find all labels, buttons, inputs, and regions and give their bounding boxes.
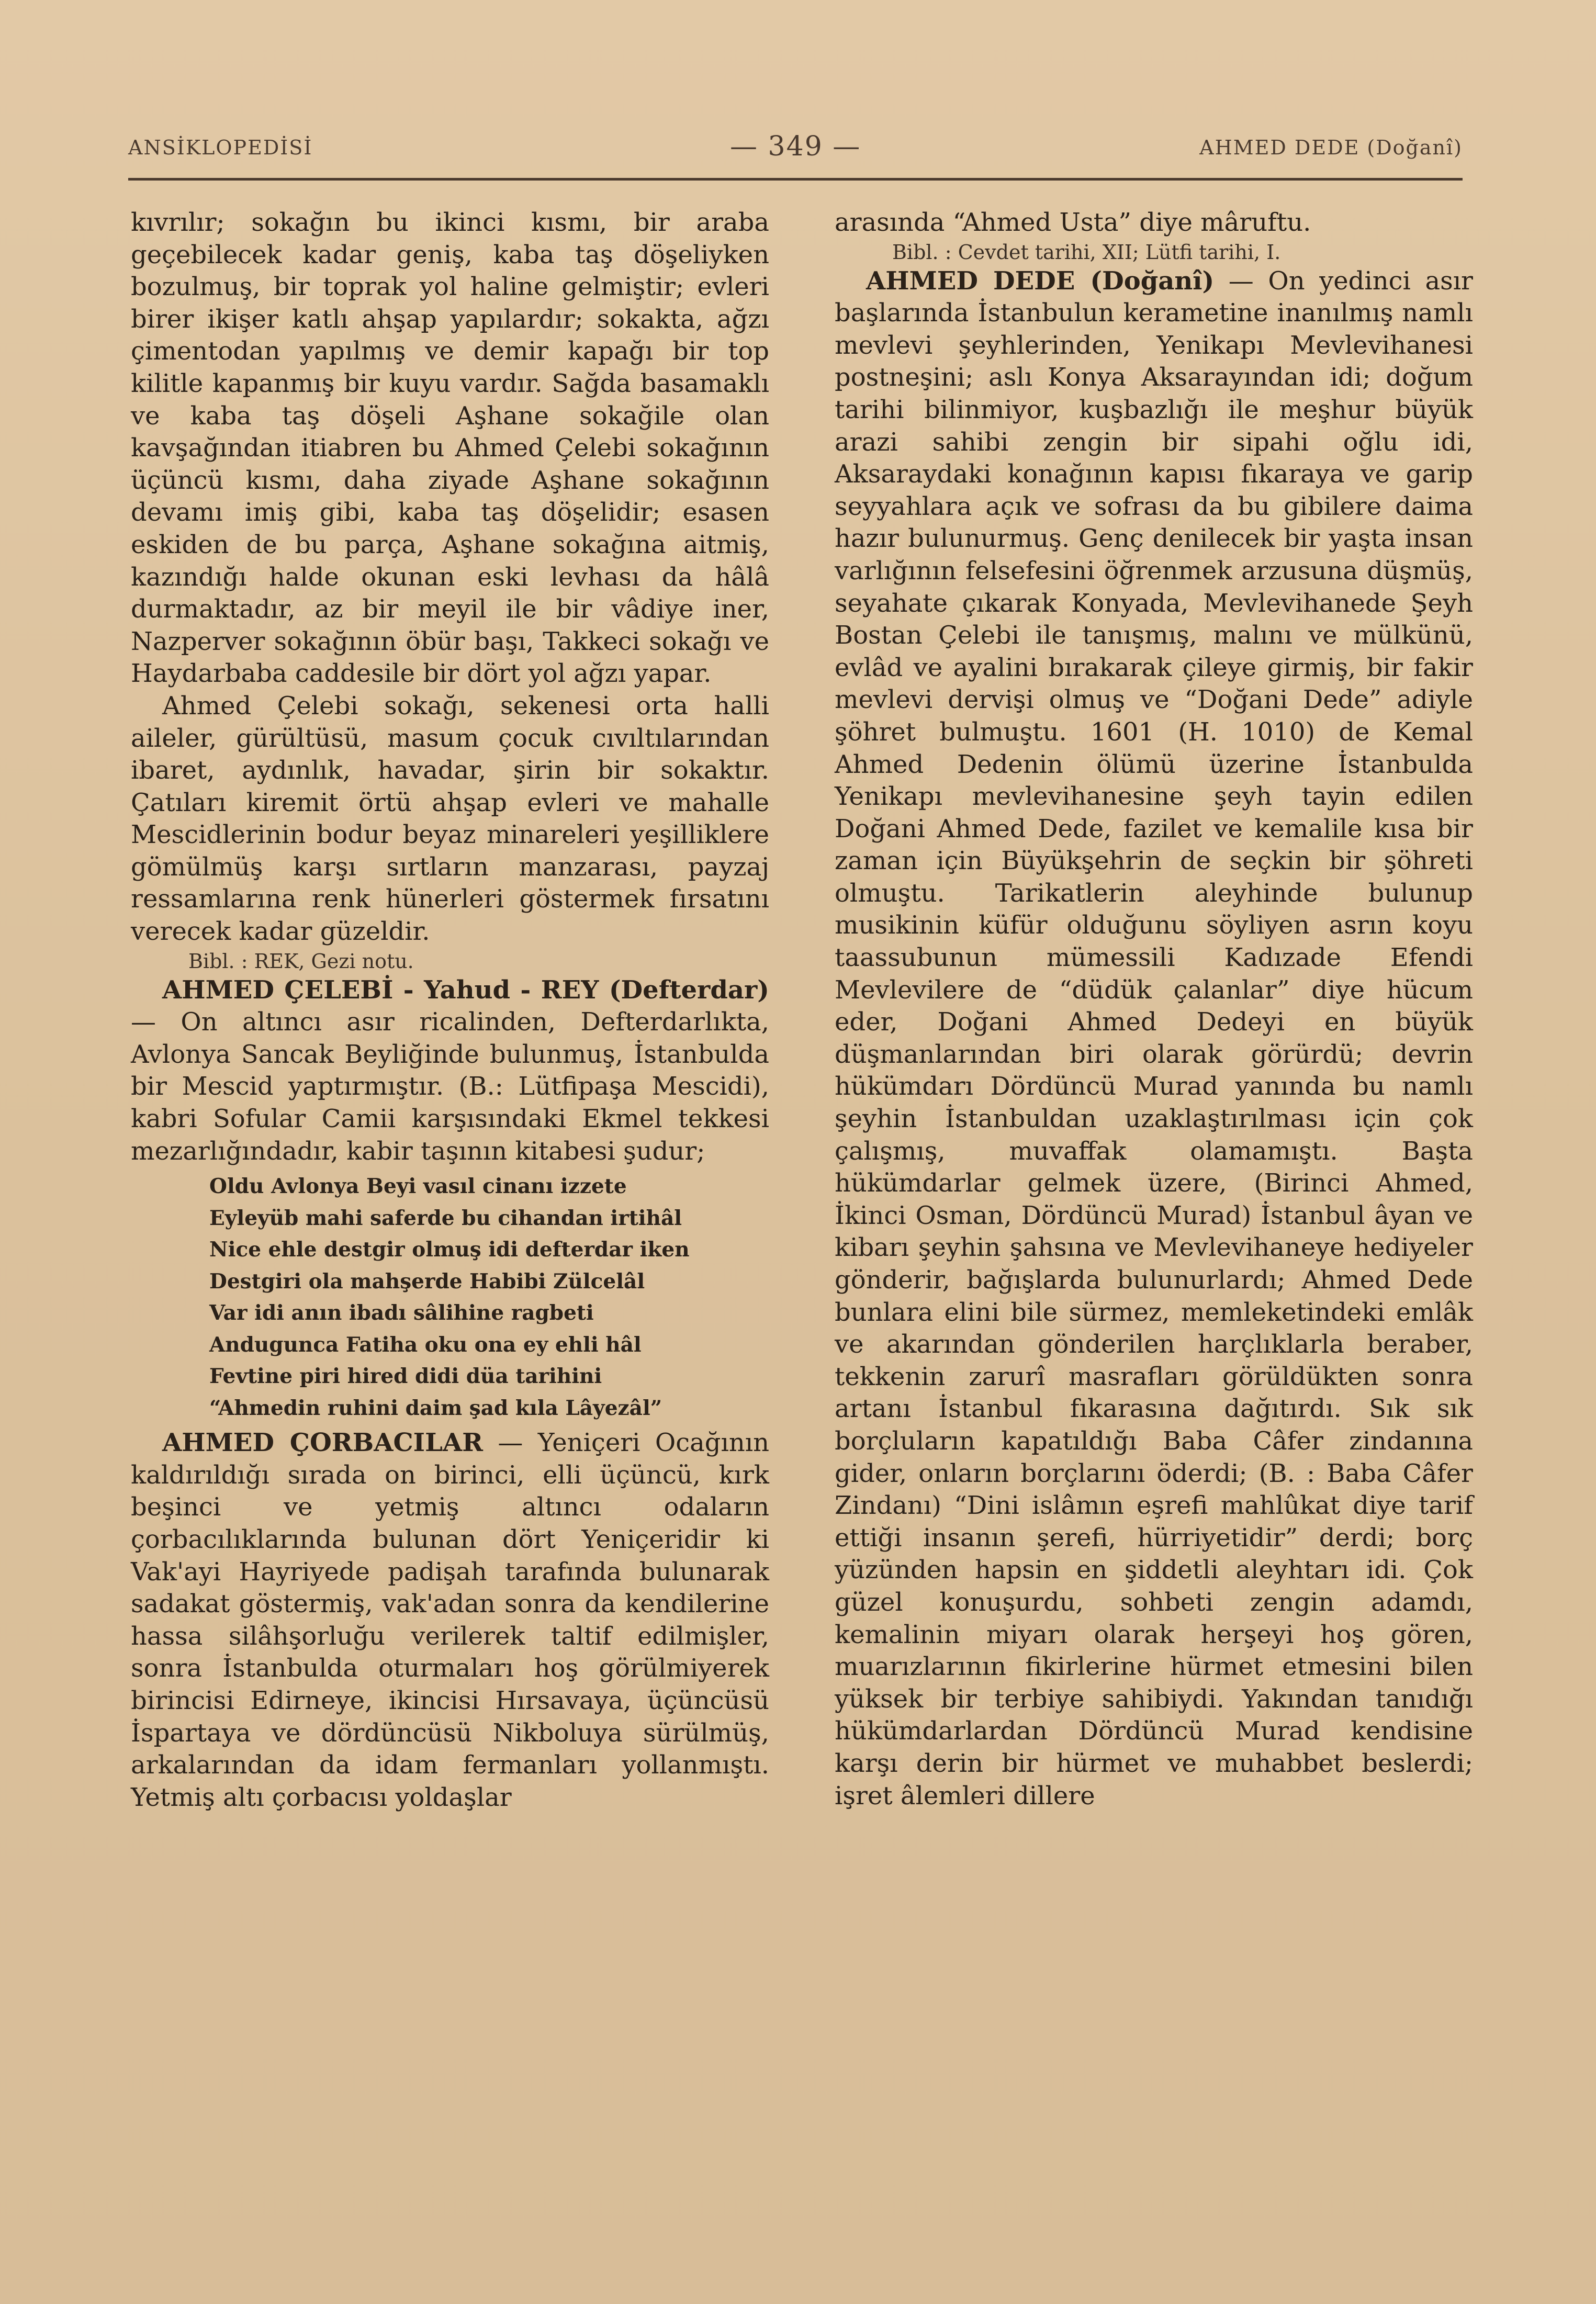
page-number: — 349 —	[730, 131, 861, 162]
entry-text: — On yedinci asır başlarında İstanbulun kerametine inanılmış namlı mevlevi şeyhlerinden, Yenikapı Mevlevihanesi postneşini; aslı Konya Aksarayından idi; doğum tarihi bilinmiyor, kuşbazlığı ile meşhur büyük arazi sahibi zengin bir sipahi oğlu idi, Aksaraydaki konağının kapısı fıkaraya ve garip seyyahlara açık ve sofrası da bu gibilere daima hazır bulunurmuş. Genç denilecek bir yaşta insan varlığının felsefesini öğrenmek arzusuna düşmüş, seyahate çıkarak Konyada, Mevlevihanede Şeyh Bostan Çelebi ile tanışmış, malını ve mülkünü, evlâd ve ayalini bırakarak çileye girmiş, bir fakir mevlevi dervişi olmuş ve “Doğani Dede” adiyle şöhret bulmuştu. 1601 (H. 1010) de Kemal Ahmed Dedenin ölümü üzerine İstanbulda Yenikapı mevlevihanesine şeyh tayin edilen Doğani Ahmed Dede, fazilet ve kemalile kısa bir zaman için Büyükşehrin de seçkin bir şöhreti olmuştu. Tarikatlerin aleyhinde bulunup musikinin küfür olduğunu söyliyen asrın koyu taassubunun mümessili Kadızade Efendi Mevlevilere de “düdük çalanlar” diye hücum eder, Doğani Ahmed Dedeyi en büyük düşmanlarından biri olarak görürdü; devrin hükümdarı Dördüncü Murad yanında bu namlı şeyhin İstanbuldan uzaklaştırılması için çok çalışmış, muvaffak olamamıştı. Başta hükümdarlar gelmek üzere, (Birinci Ahmed, İkinci Osman, Dördüncü Murad) İstanbul âyan ve kibarı şeyhin şahsına ve Mevlevihaneye hediyeler gönderir, bağışlarda bulunurlardı; Ahmed Dede bunlara elini bile sürmez, memleketindeki emlâk ve akarından gönderilen harçlıklarla beraber, tekkenin zarurî masrafları görüldükten sonra artanı İstanbul fıkarasına dağıtırdı. Sık sık borçluların kapatıldığı Baba Câfer zindanına gider, onların borçlarını öderdi; (B. : Baba Câfer Zindanı) “Dini islâmın eşrefi mahlûkat diye tarif ettiği insanın şerefi, hürriyetidir” derdi; borç yüzünden hapsin en şiddetli aleyhtarı idi. Çok güzel konuşurdu, sohbeti zengin adamdı, kemalinin miyarı olarak herşeyi hoş gören, muarızlarının fikirlerine hürmet etmesini bilen yüksek bir terbiye sahibiydi. Yakından tanıdığı hükümdarlardan Dördüncü Murad kendisine karşı derin bir hürmet ve muhabbet beslerdi; işret âlemleri dillere	[835, 266, 1474, 1811]
bibliography: Bibl. : Cevdet tarihi, XII; Lütfi tarihi, I.	[892, 240, 1281, 264]
entry-title: AHMED ÇORBACILAR	[162, 1428, 484, 1458]
entry-ahmed-corbacilar	[131, 1427, 769, 1814]
poem-line: Var idi anın ibadı sâlihine ragbeti	[209, 1301, 594, 1325]
poem-line: Destgiri ola mahşerde Habibi Zülcelâl	[209, 1269, 645, 1294]
poem-line: Fevtine piri hired didi düa tarihini	[209, 1364, 602, 1389]
entry-title: AHMED ÇELEBİ - Yahud - REY (Defterdar)	[162, 975, 769, 1005]
entry-text: — Yeniçeri Ocağının kaldırıldığı sırada on birinci, elli üçüncü, kırk beşinci ve yetmiş altıncı odaların çorbacılıklarında bulunan dört Yeniçeridir ki Vak'ayi Hayriyede padişah tarafında bulunarak sadakat göstermiş, vak'adan sonra da kendilerine hassa silâhşorluğu verilerek taltif edilmişler, sonra İstanbulda oturmaları hoş görülmiyerek birincisi Edirneye, ikincisi Hırsavaya, üçüncüsü İspartaya ve dördüncüsü Nikboluya sürülmüş, arkalarından da idam fermanları yollanmıştı. Yetmiş altı çorbacısı yoldaşlar	[131, 1428, 769, 1812]
header-left-title: ANSİKLOPEDİSİ	[128, 136, 313, 159]
bibliography: Bibl. : REK, Gezi notu.	[188, 949, 414, 973]
page-header	[128, 131, 1463, 173]
left-column	[131, 207, 769, 1814]
epitaph-poem	[209, 1171, 769, 1424]
right-column	[835, 207, 1473, 1812]
entry-ahmed-dede	[835, 265, 1473, 1813]
paragraph: arasında “Ahmed Usta” diye mâruftu.	[835, 208, 1311, 237]
header-right-title: AHMED DEDE (Doğanî)	[1199, 136, 1463, 159]
entry-title: AHMED DEDE (Doğanî)	[866, 266, 1215, 296]
paragraph: Ahmed Çelebi sokağı, sekenesi orta halli aileler, gürültüsü, masum çocuk cıvıltılarından ibaret, aydınlık, havadar, şirin bir sokaktır. Çatıları kiremit örtü ahşap evleri ve mahalle Mescidlerinin bodur beyaz minareleri yeşilliklere gömülmüş karşı sırtların manzarası, payzaj ressamlarına renk hünerleri göstermek fırsatını verecek kadar güzeldir.	[131, 691, 769, 947]
paragraph: kıvrılır; sokağın bu ikinci kısmı, bir araba geçebilecek kadar geniş, kaba taş döşeliyken bozulmuş, bir toprak yol haline gelmiştir; evleri birer ikişer katlı ahşap yapılardır; sokakta, ağzı çimentodan yapılmış ve demir kapağı bir top kilitle kapanmış bir kuyu vardır. Sağda basamaklı ve kaba taş döşeli Aşhane sokağile olan kavşağından itiabren bu Ahmed Çelebi sokağının üçüncü kısmı, daha ziyade Aşhane sokağının devamı imiş gibi, kaba taş döşelidir; esasen eskiden de bu parça, Aşhane sokağına aitmiş, kazındığı halde okunan eski levhası da hâlâ durmaktadır, az bir meyil ile bir vâdiye iner, Nazperver sokağının öbür başı, Takkeci sokağı ve Haydarbaba caddesile bir dört yol ağzı yapar.	[131, 208, 769, 689]
poem-line: Oldu Avlonya Beyi vasıl cinanı izzete	[209, 1174, 627, 1199]
poem-line: Andugunca Fatiha oku ona ey ehli hâl	[209, 1332, 642, 1357]
header-rule	[128, 178, 1463, 181]
entry-ahmed-celebi	[131, 974, 769, 1168]
entry-text: — On altıncı asır ricalinden, Defterdarlıkta, Avlonya Sancak Beyliğinde bulunmuş, İstanbulda bir Mescid yaptırmıştır. (B.: Lütfipaşa Mescidi), kabri Sofular Camii karşısındaki Ekmel tekkesi mezarlığındadır, kabir taşının kitabesi şudur;	[131, 1007, 769, 1166]
poem-line: Nice ehle destgir olmuş idi defterdar iken	[209, 1238, 690, 1262]
poem-line: Eyleyüb mahi saferde bu cihandan irtihâl	[209, 1206, 682, 1230]
poem-line: “Ahmedin ruhini daim şad kıla Lâyezâl”	[209, 1396, 662, 1420]
